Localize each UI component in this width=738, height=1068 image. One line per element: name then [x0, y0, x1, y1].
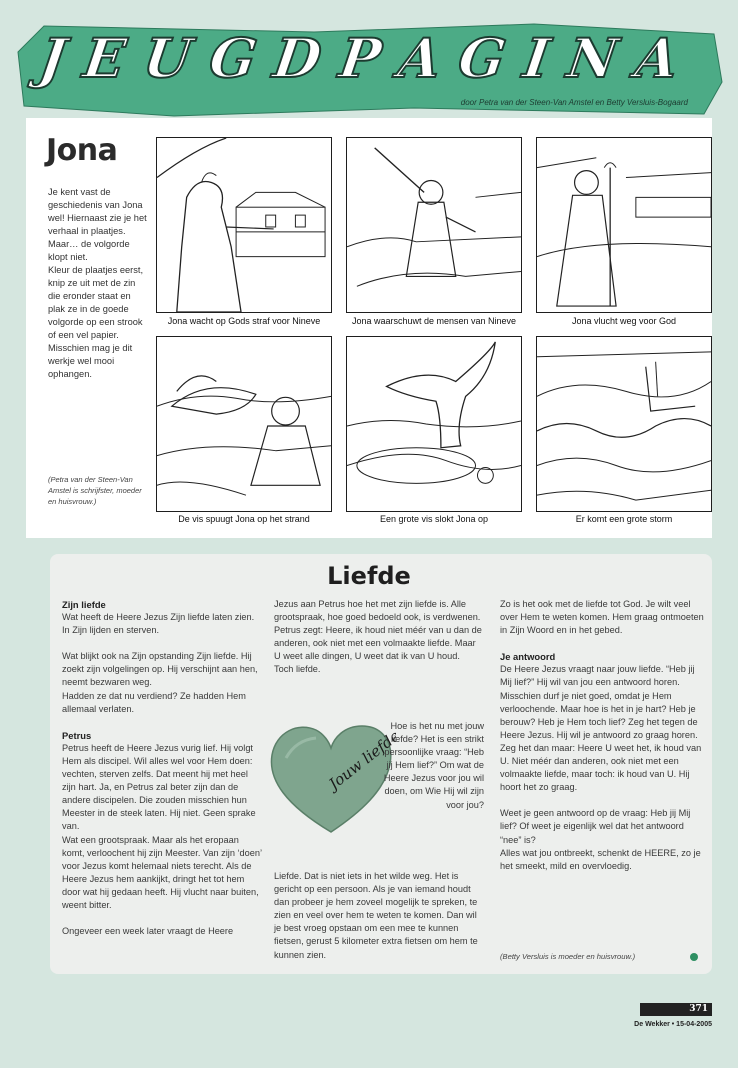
storm-scene-icon [537, 337, 711, 511]
heart-image [266, 720, 396, 838]
intro-paragraph: Kleur de plaatjes eerst, knip ze uit met de zin die eronder staat en plak ze in de goede volgorde op een strook of een vel papier. [48, 265, 144, 340]
panel-caption: Jona waarschuwt de mensen van Nineve [351, 316, 517, 326]
betty-credit: (Betty Versluis is moeder en huisvrouw.) [500, 952, 636, 961]
city-scene-icon [157, 138, 331, 312]
panel-caption: Een grote vis slokt Jona op [379, 514, 489, 524]
subheading: Zijn liefde [62, 599, 106, 610]
publication-info: De Wekker • 15-04-2005 [634, 1021, 712, 1028]
paragraph: Hadden ze dat nu verdiend? Ze hadden Hem allemaal verlaten. [62, 690, 246, 714]
banner-letter: I [519, 26, 556, 90]
panel-2[interactable] [346, 137, 522, 313]
panel-6[interactable] [536, 336, 712, 512]
paragraph: Weet je geen antwoord op de vraag: Heb jij Mij lief? Of weet je eigenlijk wel dat het antwoord “nee” is? [500, 808, 691, 845]
panel-1[interactable] [156, 137, 332, 313]
beach-scene-icon [157, 337, 331, 511]
page-number: 371 [689, 1004, 708, 1014]
preaching-scene-icon [347, 138, 521, 312]
heart-label: Jouw liefde [325, 726, 396, 794]
paragraph: Petrus heeft de Heere Jezus vurig lief. Hij volgt Hem als discipel. Wil alles wel voor Hem doen: vechten, sterven zelfs. Dat meent hij met heel zijn hart. Ja, en Petrus zal beter zijn dan de andere discipelen. Die zouden misschien hun Meester in de steek laten. Hij niet. Geen sprake van. [62, 742, 256, 832]
panel-3[interactable] [536, 137, 712, 313]
jona-credit: (Petra van der Steen-Van Amstel is schrijfster, moeder en huisvrouw.) [48, 475, 142, 506]
panel-caption: De vis spuugt Jona op het strand [178, 514, 310, 524]
subheading: Je antwoord [500, 651, 556, 663]
banner-title [35, 26, 685, 90]
intro-paragraph: Misschien mag je dit werkje wel mooi ophangen. [48, 343, 133, 379]
liefde-column-2 [274, 598, 484, 690]
subheading: Petrus [62, 729, 92, 741]
banner-letter: U [139, 26, 198, 90]
paragraph: Ongeveer een week later vraagt de Heere [62, 926, 234, 937]
liefde-column-2-bottom: Liefde. Dat is niet iets in het wilde weg. Het is gericht op een persoon. Als je van iemand houdt dan probeer je hem zoveel mogelijk te spreken, te zien en veel over hem te weten te komen. Dan wil je best vroeg opstaan om een mee te kunnen fietsen, gerust 5 kilometer extra fietsen om hem te kunnen zien. [274, 871, 478, 960]
end-mark-icon [690, 953, 698, 961]
liefde-column-3 [500, 598, 705, 886]
heart-question: Hoe is het nu met jouw liefde? Het is een strikt persoonlijke vraag: “Heb jij Hem lief?” Om wat de Heere Jezus voor jou wil doen, om Wie Hij wil zijn voor jou? [383, 721, 484, 810]
panel-caption: Jona wacht op Gods straf voor Nineve [167, 316, 321, 326]
paragraph: Zo is het ook met de liefde tot God. Je wilt veel over Hem te weten komen. Hem graag ontmoeten in Zijn Woord en in het gebed. [500, 599, 704, 636]
byline: door Petra van der Steen-Van Amstel en Betty Versluis-Bogaard [460, 98, 688, 107]
panel-5[interactable] [346, 336, 522, 512]
intro-paragraph: Je kent vast de geschiedenis van Jona wel! Hiernaast zie je het verhaal in plaatjes. [48, 187, 147, 236]
jona-intro [48, 186, 148, 381]
panel-4[interactable] [156, 336, 332, 512]
banner-letter: E [79, 26, 132, 90]
whale-tail-scene-icon [347, 337, 521, 511]
banner-letter: A [394, 26, 448, 90]
banner-letter: P [335, 26, 387, 90]
paragraph: Jezus aan Petrus hoe het met zijn liefde is. Alle grootspraak, hoe goed bedoeld ook, is verdwenen. Petrus zegt: Heere, ik houd niet méér van u dan de anderen, ook niet met een volmaakte liefde. Maar U weet alle dingen, U weet dat ik van U houd. [274, 599, 482, 662]
paragraph: Toch liefde. [274, 664, 321, 675]
banner-letter: G [454, 26, 513, 90]
paragraph: Wat blijkt ook na Zijn opstanding Zijn liefde. Hij zoekt zijn volgelingen op. Hij verschijnt aan hen, neemt bezwaren weg. [62, 651, 258, 688]
panel-caption: Jona vlucht weg voor God [571, 316, 677, 326]
paragraph: De Heere Jezus vraagt naar jouw liefde. “Heb jij Mij lief?” Hij wil van jou een antwoord horen. Misschien durf je niet goed, omdat je Hem verloochende. Maar hoe is het in je hart? Heb je berouw? Heb je Hem toch lief? Zeg het tegen de Heere Jezus. Hij wil je antwoord zo graag horen. Zeg het dan maar: Heere U weet het, ik houd van U. Niet méér dan anderen, ook niet met een volmaakte liefde, maar toch: ik houd van U. Hij hoort het zo graag. [500, 664, 702, 793]
jona-title: Jona [46, 133, 118, 168]
paragraph: Wat heeft de Heere Jezus Zijn liefde laten zien. In Zijn lijden en sterven. [62, 612, 255, 636]
liefde-column-1 [62, 598, 262, 951]
banner-letter: G [205, 26, 263, 90]
liefde-title: Liefde [327, 562, 411, 590]
banner-letter: N [563, 26, 624, 90]
banner-letter: J [35, 26, 73, 90]
banner-letter: D [269, 26, 328, 90]
panel-caption: Er komt een grote storm [575, 514, 673, 524]
banner-letter: A [631, 26, 685, 90]
paragraph: Wat een grootspraak. Maar als het eropaan komt, verloochent hij zijn Meester. Van zijn ‘doen’ voor Jezus komt helemaal niets terecht. Als de Heere Jezus hem aankijkt, dringt het tot hem door wat hij gedaan heeft. Hij vlucht naar buiten, weent bitter. [62, 834, 262, 910]
paragraph: Alles wat jou ontbreekt, schenkt de HEERE, zo je het smeekt, mild en overvloedig. [500, 847, 701, 871]
ship-scene-icon [537, 138, 711, 312]
intro-paragraph: Maar… de volgorde klopt niet. [48, 239, 130, 262]
